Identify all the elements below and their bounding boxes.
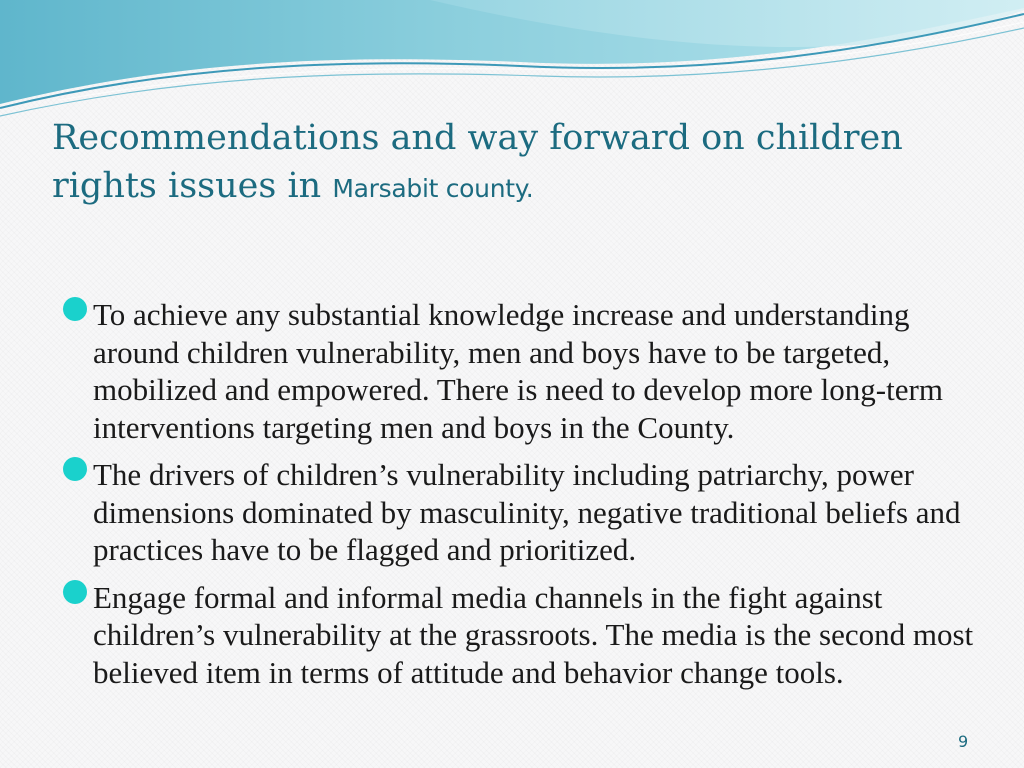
bullet-item [60, 296, 980, 446]
bullet-item [60, 579, 980, 692]
bullet-dot-icon [63, 580, 87, 604]
slide-title [52, 114, 992, 213]
slide-title-tail: Marsabit county. [332, 174, 534, 203]
bullet-text: Engage formal and informal media channels in the fight against children’s vulnerability at the grassroots. The media is the second most believed item in terms of attitude and behavior change tools. [93, 579, 974, 690]
slide-title-main: Recommendations and way forward on children rights issues in [52, 118, 903, 206]
page-number: 9 [958, 732, 969, 751]
bullet-text: To achieve any substantial knowledge increase and understanding around children vulnerability, men and boys have to be targeted, mobilized and empowered. There is need to develop more long-term interventions targeting men and boys in the County. [93, 297, 943, 445]
bullet-text: The drivers of children’s vulnerability including patriarchy, power dimensions dominated by masculinity, negative traditional beliefs and practices have to be flagged and prioritized. [93, 457, 961, 567]
header-wave-decoration [0, 0, 1024, 130]
bullet-dot-icon [63, 457, 87, 481]
bullet-dot-icon [63, 297, 87, 321]
bullet-list [60, 296, 980, 691]
slide-content [60, 296, 980, 768]
bullet-item [60, 456, 980, 569]
